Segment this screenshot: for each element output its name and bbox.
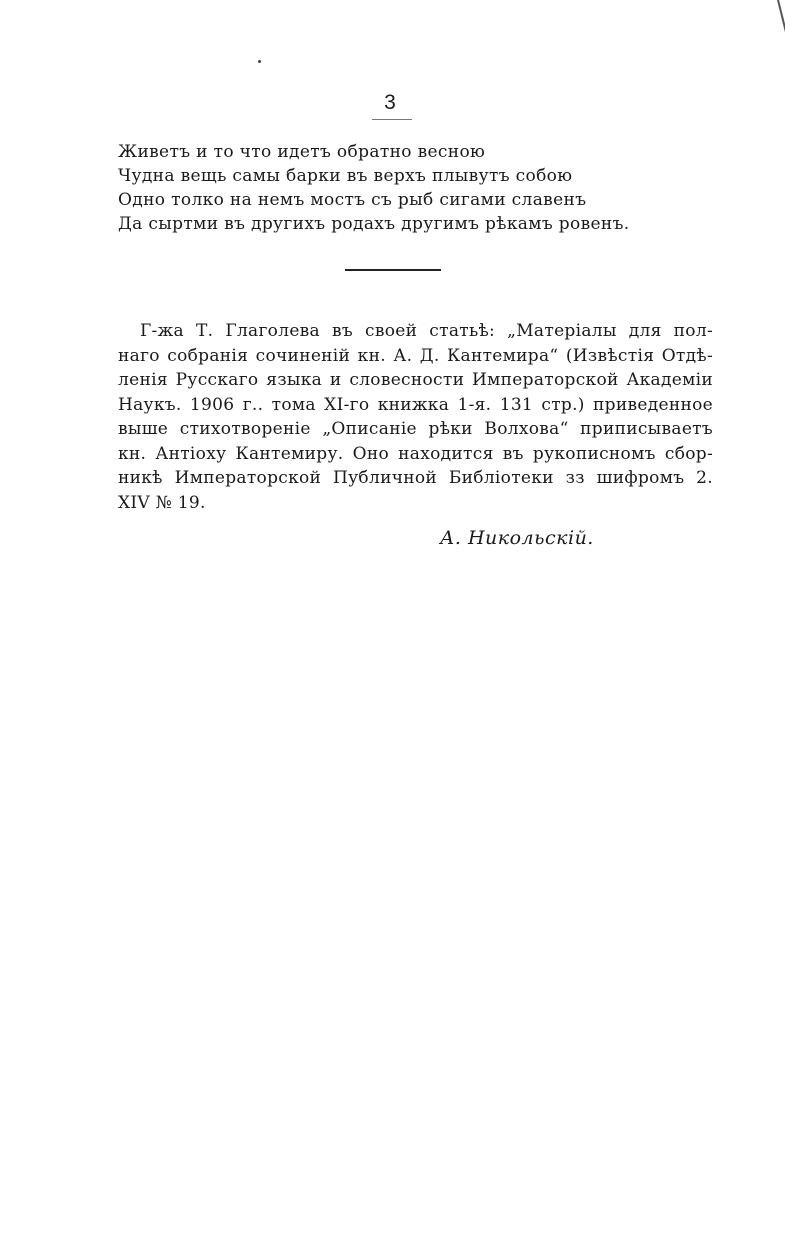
page-number-underline [372, 119, 412, 120]
editorial-note [118, 319, 713, 515]
poem-line: Одно толко на немъ мостъ съ рыб сигами славенъ [118, 190, 587, 210]
note-line: наго собранія сочиненій кн. А. Д. Кантемира“ (Извѣстія Отдѣ- [118, 345, 713, 366]
note-line: ленія Русскаго языка и словесности Императорской Академіи [118, 370, 713, 390]
poem-stanza [118, 140, 718, 236]
page-edge-mark [777, 0, 785, 37]
poem-line: Да сыртми въ другихъ родахъ другимъ рѣкамъ ровенъ. [118, 214, 630, 234]
page-number: 3 [384, 91, 396, 114]
note-line: Наукъ. 1906 г.. тома XI-го книжка 1-я. 131 стр.) приведенное [118, 394, 713, 415]
poem-line: Живетъ и то что идетъ обратно весною [118, 142, 486, 162]
note-line: кн. Антіоху Кантемиру. Оно находится въ рукописномъ сбор- [118, 443, 713, 464]
note-line: никѣ Императорской Публичной Библіотеки зз шифромъ 2. [118, 468, 713, 488]
section-separator [345, 269, 441, 271]
ink-speck [258, 60, 261, 63]
note-line: XIV № 19. [118, 492, 206, 513]
author-signature: А. Никольскій. [440, 527, 594, 549]
poem-line: Чудна вещь самы барки въ верхъ плывутъ собою [118, 166, 573, 186]
note-line: Г-жа Т. Глаголева въ своей статьѣ: „Матеріалы для пол- [140, 321, 713, 341]
note-line: выше стихотвореніе „Описаніе рѣки Волхова“ приписываетъ [118, 419, 713, 439]
